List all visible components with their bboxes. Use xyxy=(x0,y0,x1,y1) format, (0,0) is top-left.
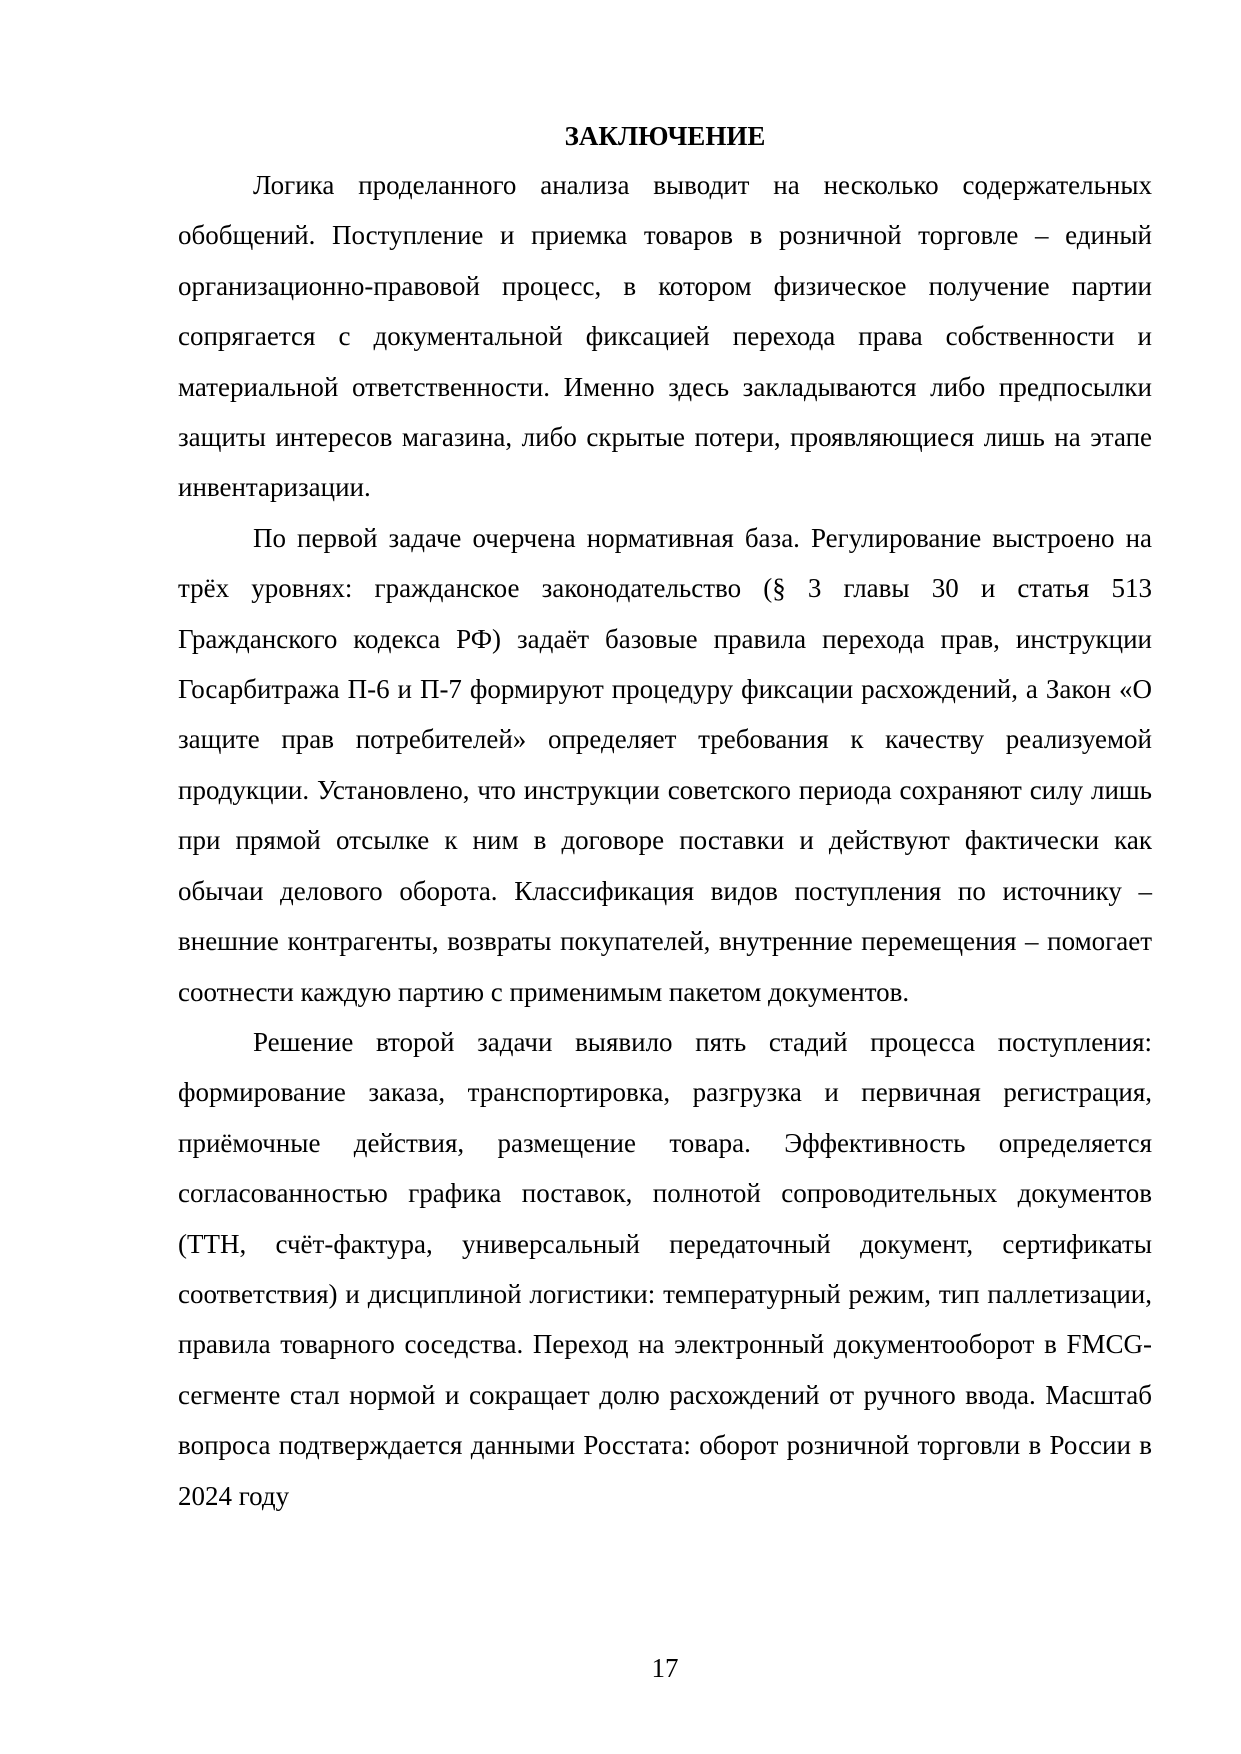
paragraph-3: Решение второй задачи выявило пять стадий процесса поступления: формирование заказа, транспортировка, разгрузка и первичная регистрация, приёмочные действия, размещение товара. Эффективность определяется согласованностью графика поставок, полнотой сопроводительных документов (ТТН, счёт-фактура, универсальный передаточный документ, сертификаты соответствия) и дисциплиной логистики: температурный режим, тип паллетизации, правила товарного соседства. Переход на электронный документооборот в FMCG-сегменте стал нормой и сокращает долю расхождений от ручного ввода. Масштаб вопроса подтверждается данными Росстата: оборот розничной торговли в России в 2024 году xyxy=(178,1026,1152,1511)
section-title: ЗАКЛЮЧЕНИЕ xyxy=(564,121,766,151)
paragraph-2: По первой задаче очерчена нормативная база. Регулирование выстроено на трёх уровнях: гражданское законодательство (§ 3 главы 30 и статья 513 Гражданского кодекса РФ) задаёт базовые правила перехода прав, инструкции Госарбитража П-6 и П-7 формируют процедуру фиксации расхождений, а Закон «О защите прав потребителей» определяет требования к качеству реализуемой продукции. Установлено, что инструкции советского периода сохраняют силу лишь при прямой отсылке к ним в договоре поставки и действуют фактически как обычаи делового оборота. Классификация видов поступления по источнику – внешние контрагенты, возвраты покупателей, внутренние перемещения – помогает соотнести каждую партию с применимым пакетом документов. xyxy=(178,522,1152,1007)
page-number: 17 xyxy=(651,1653,679,1683)
paragraph-1: Логика проделанного анализа выводит на несколько содержательных обобщений. Поступление и приемка товаров в розничной торговле – единый организационно-правовой процесс, в котором физическое получение партии сопрягается с документальной фиксацией перехода права собственности и материальной ответственности. Именно здесь закладываются либо предпосылки защиты интересов магазина, либо скрытые потери, проявляющиеся лишь на этапе инвентаризации. xyxy=(178,170,1152,503)
body-text xyxy=(178,160,1152,1521)
